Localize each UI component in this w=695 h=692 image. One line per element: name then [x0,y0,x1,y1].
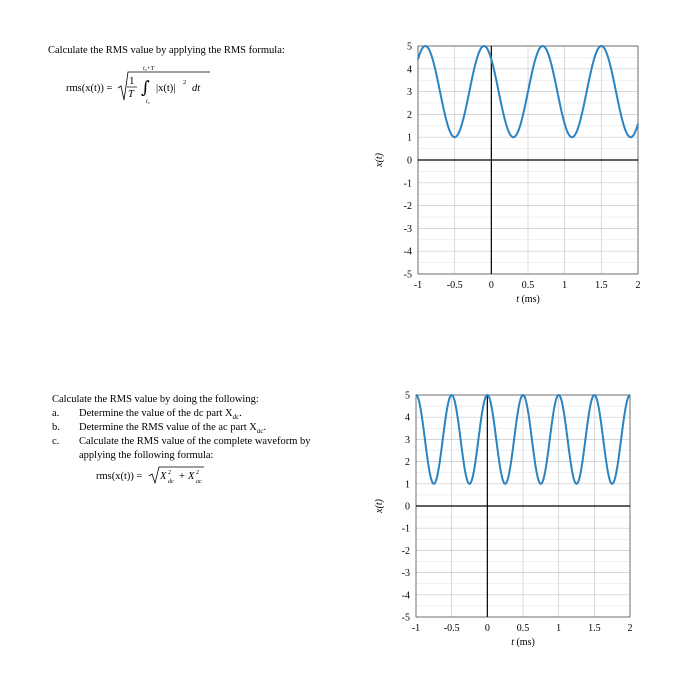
y-tick-label: -2 [403,201,412,213]
rms-integral-formula [62,60,262,108]
term2-sub: ac [196,479,202,485]
y-tick-label: -5 [401,612,410,624]
y-tick-label: 1 [405,479,410,491]
x-tick-label: 0 [488,280,494,291]
x-tick-label: 1 [556,623,562,634]
x-axis-label-unit: (ms) [521,294,540,305]
y-tick-label: 4 [405,412,410,424]
step-c-continued: applying the following formula: [79,450,214,461]
x-tick-label: -0.5 [446,280,463,291]
problem2-instruction: Calculate the RMS value by doing the following: [52,394,259,405]
x-axis-label [516,294,540,305]
chart-top [360,34,660,319]
x-tick-label: 1 [562,280,568,291]
formula-lhs: rms(x(t)) = [66,83,113,94]
y-tick-label: 0 [405,501,410,513]
x-axis-label [511,637,535,648]
step-c-marker: c. [52,436,60,447]
x-tick-label: 0.5 [521,280,535,291]
y-tick-label: -1 [401,523,410,535]
problem1-instruction: Calculate the RMS value by applying the RMS formula: [48,45,285,56]
y-tick-label: 3 [405,434,410,446]
x-axis-label-var: t [516,294,522,305]
x-tick-label: 0.5 [516,623,530,634]
step-c-text: Calculate the RMS value of the complete waveform by [79,436,311,447]
y-tick-label: 5 [405,390,410,402]
differential: dt [192,83,201,94]
y-tick-label: 3 [407,87,412,99]
x-tick-label: 1.5 [595,280,608,291]
integrand: |x(t)| [156,83,176,94]
y-tick-label: 1 [407,132,412,144]
y-tick-label: -3 [403,223,412,235]
y-axis-label: x(t) [374,153,385,167]
x-tick-label: -1 [411,623,421,634]
y-tick-label: 0 [407,155,412,167]
step-a-marker: a. [52,408,60,419]
x-tick-label: 1.5 [588,623,601,634]
term1-exp: 2 [168,470,171,476]
term1: X [160,471,167,482]
upper-limit: t₀+T [143,66,155,72]
y-tick-label: 4 [407,64,412,76]
formula2-lhs: rms(x(t)) = [96,471,143,482]
term2: X [188,471,195,482]
step-b-marker: b. [52,422,60,433]
x-tick-label: -0.5 [443,623,460,634]
x-tick-label: 0 [484,623,490,634]
y-tick-label: -1 [403,178,412,190]
x-tick-label: 2 [635,280,641,291]
y-tick-label: 2 [407,109,412,121]
term1-sub: dc [168,479,174,485]
step-a-tail: . [239,408,242,419]
y-tick-label: -2 [401,545,410,557]
x-axis-label-unit: (ms) [516,637,535,648]
step-b-tail: . [263,422,267,433]
chart-bottom [360,383,660,653]
step-b-text: Determine the RMS value of the ac part X [79,422,257,433]
y-tick-label: -4 [401,590,410,602]
plus: + [179,471,185,482]
y-tick-label: -4 [403,246,412,258]
y-tick-label: -5 [403,269,412,281]
x-tick-label: 2 [627,623,633,634]
y-tick-label: -3 [401,568,410,580]
step-a-text: Determine the value of the dc part X [79,408,233,419]
integral-sign: ∫ [141,78,150,98]
lower-limit: t₀ [146,99,150,105]
rms-combined-formula [96,462,236,488]
y-tick-label: 2 [405,457,410,469]
y-tick-label: 5 [407,41,412,53]
x-axis-label-var: t [511,637,517,648]
x-tick-label: -1 [413,280,423,291]
frac-den: T [128,89,134,100]
frac-num: 1 [129,75,135,87]
step-b-sub: ac [256,427,264,436]
exponent: 2 [183,79,187,86]
step-a-sub: dc [232,413,240,422]
term2-exp: 2 [196,470,199,476]
y-axis-label: x(t) [374,499,385,513]
